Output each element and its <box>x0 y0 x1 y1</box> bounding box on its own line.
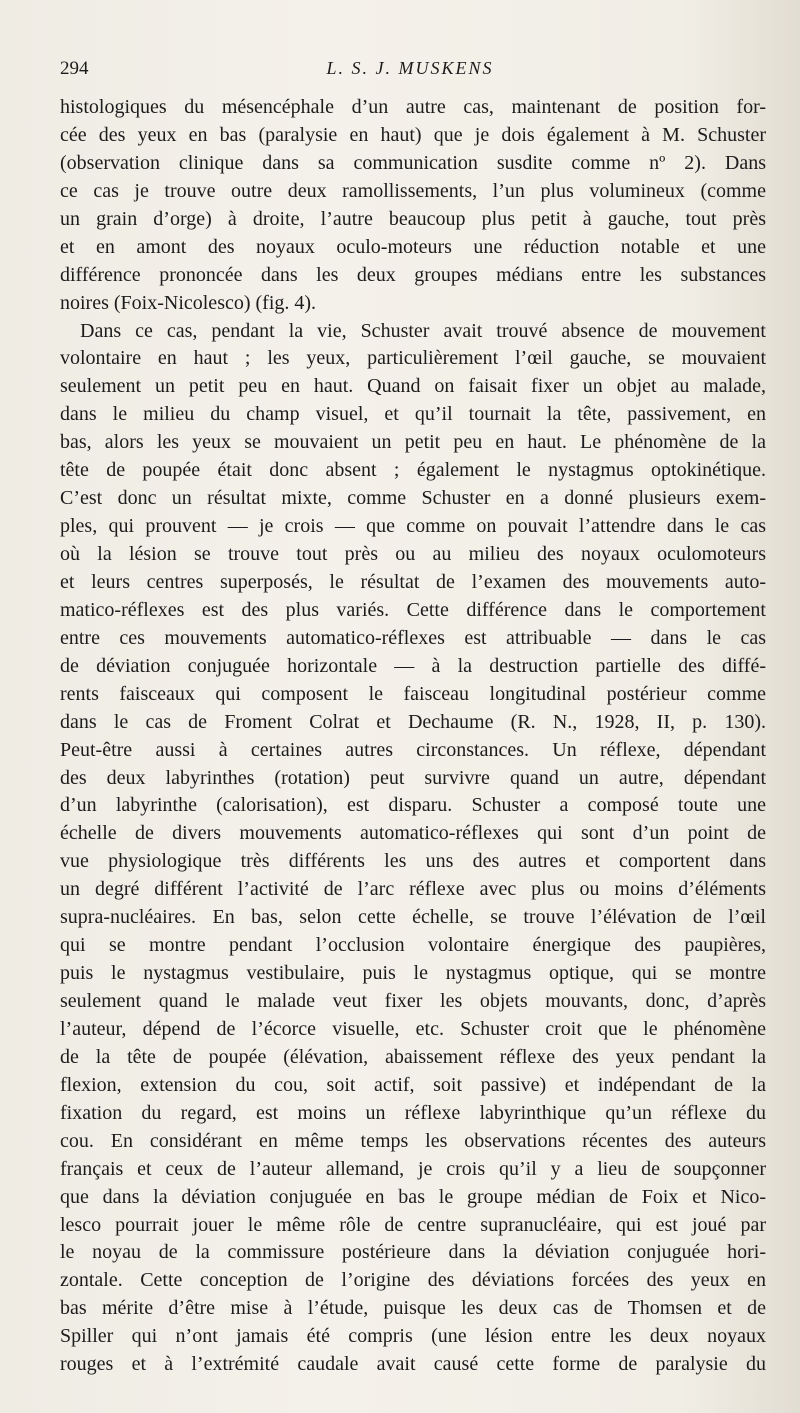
text-line: vue physiologique très différents les uns des autres et comportent dans <box>60 850 766 873</box>
text-line: de déviation conjuguée horizontale — à la destruction partielle des diffé- <box>60 654 766 677</box>
body-text <box>60 94 766 1379</box>
text-line: rents faisceaux qui composent le faisceau longitudinal postérieur comme <box>60 682 766 705</box>
text-line: supra-nucléaires. En bas, selon cette échelle, se trouve l’élévation de l’œil <box>60 906 766 929</box>
text-line: cou. En considérant en même temps les observations récentes des auteurs <box>60 1129 766 1152</box>
text-line: des deux labyrinthes (rotation) peut survivre quand un autre, dépendant <box>60 766 766 789</box>
text-line: C’est donc un résultat mixte, comme Schuster en a donné plusieurs exem- <box>60 487 766 510</box>
text-line: qui se montre pendant l’occlusion volontaire énergique des paupières, <box>60 934 766 957</box>
text-line: flexion, extension du cou, soit actif, soit passive) et indépendant de la <box>60 1073 766 1096</box>
text-line: bas, alors les yeux se mouvaient un petit peu en haut. Le phénomène de la <box>60 431 766 454</box>
text-line: ce cas je trouve outre deux ramollissements, l’un plus volumineux (comme <box>60 179 766 202</box>
text-line: volontaire en haut ; les yeux, particulièrement l’œil gauche, se mouvaient <box>60 347 766 370</box>
text-line: tête de poupée était donc absent ; également le nystagmus optokinétique. <box>60 459 766 482</box>
text-line: noires (Foix-Nicolesco) (fig. 4). <box>60 291 317 314</box>
text-line: matico-réflexes est des plus variés. Cette différence dans le comportement <box>60 598 766 621</box>
text-line: français et ceux de l’auteur allemand, je crois qu’il y a lieu de soupçonner <box>60 1157 766 1180</box>
text-line: d’un labyrinthe (calorisation), est disparu. Schuster a composé toute une <box>60 794 766 817</box>
text-line: lesco pourrait jouer le même rôle de centre supranucléaire, qui est joué par <box>60 1213 766 1236</box>
text-line: un grain d’orge) à droite, l’autre beaucoup plus petit à gauche, tout près <box>60 207 766 230</box>
text-line: Dans ce cas, pendant la vie, Schuster avait trouvé absence de mouvement <box>80 319 766 342</box>
text-line: ples, qui prouvent — je crois — que comme on pouvait l’attendre dans le cas <box>60 515 766 538</box>
text-line: l’auteur, dépend de l’écorce visuelle, etc. Schuster croit que le phénomène <box>60 1017 766 1040</box>
text-line: échelle de divers mouvements automatico-réflexes qui sont d’un point de <box>60 822 766 845</box>
text-line: fixation du regard, est moins un réflexe labyrinthique qu’un réflexe du <box>60 1101 766 1124</box>
text-line: où la lésion se trouve tout près ou au milieu des noyaux oculomoteurs <box>60 543 766 565</box>
running-title-author: L. S. J. MUSKENS <box>326 58 494 78</box>
text-line: de la tête de poupée (élévation, abaissement réflexe des yeux pendant la <box>60 1045 766 1068</box>
text-line: et en amont des noyaux oculo-moteurs une réduction notable et une <box>60 235 766 258</box>
text-line: puis le nystagmus vestibulaire, puis le nystagmus optique, qui se montre <box>60 962 766 985</box>
text-line: le noyau de la commissure postérieure dans la déviation conjuguée hori- <box>60 1241 766 1264</box>
page-number: 294 <box>60 58 89 79</box>
text-line: entre ces mouvements automatico-réflexes est attribuable — dans le cas <box>60 626 766 649</box>
text-line: un degré différent l’activité de l’arc réflexe avec plus ou moins d’éléments <box>60 878 766 901</box>
text-line: Peut-être aussi à certaines autres circonstances. Un réflexe, dépendant <box>60 738 766 761</box>
text-line: dans le cas de Froment Colrat et Dechaume (R. N., 1928, II, p. 130). <box>60 710 766 733</box>
text-line: Spiller qui n’ont jamais été compris (une lésion entre les deux noyaux <box>60 1325 766 1348</box>
text-line: zontale. Cette conception de l’origine des déviations forcées des yeux en <box>60 1269 766 1292</box>
text-line: seulement quand le malade veut fixer les objets mouvants, donc, d’après <box>60 990 766 1012</box>
text-line: cée des yeux en bas (paralysie en haut) que je dois également à M. Schuster <box>60 123 766 146</box>
text-line: que dans la déviation conjuguée en bas le groupe médian de Foix et Nico- <box>60 1185 766 1208</box>
text-line: bas mérite d’être mise à l’étude, puisque les deux cas de Thomsen et de <box>60 1297 766 1320</box>
text-line: dans le milieu du champ visuel, et qu’il tournait la tête, passivement, en <box>60 403 766 426</box>
text-line: seulement un petit peu en haut. Quand on faisait fixer un objet au malade, <box>60 375 766 398</box>
text-line: histologiques du mésencéphale d’un autre cas, maintenant de position for- <box>60 96 766 118</box>
running-head <box>60 58 760 84</box>
text-line: et leurs centres superposés, le résultat de l’examen des mouvements auto- <box>60 570 766 593</box>
text-line: rouges et à l’extrémité caudale avait causé cette forme de paralysie du <box>60 1353 766 1376</box>
text-line: différence prononcée dans les deux groupes médians entre les substances <box>60 263 766 286</box>
text-line: (observation clinique dans sa communication susdite comme nº 2). Dans <box>60 151 766 174</box>
